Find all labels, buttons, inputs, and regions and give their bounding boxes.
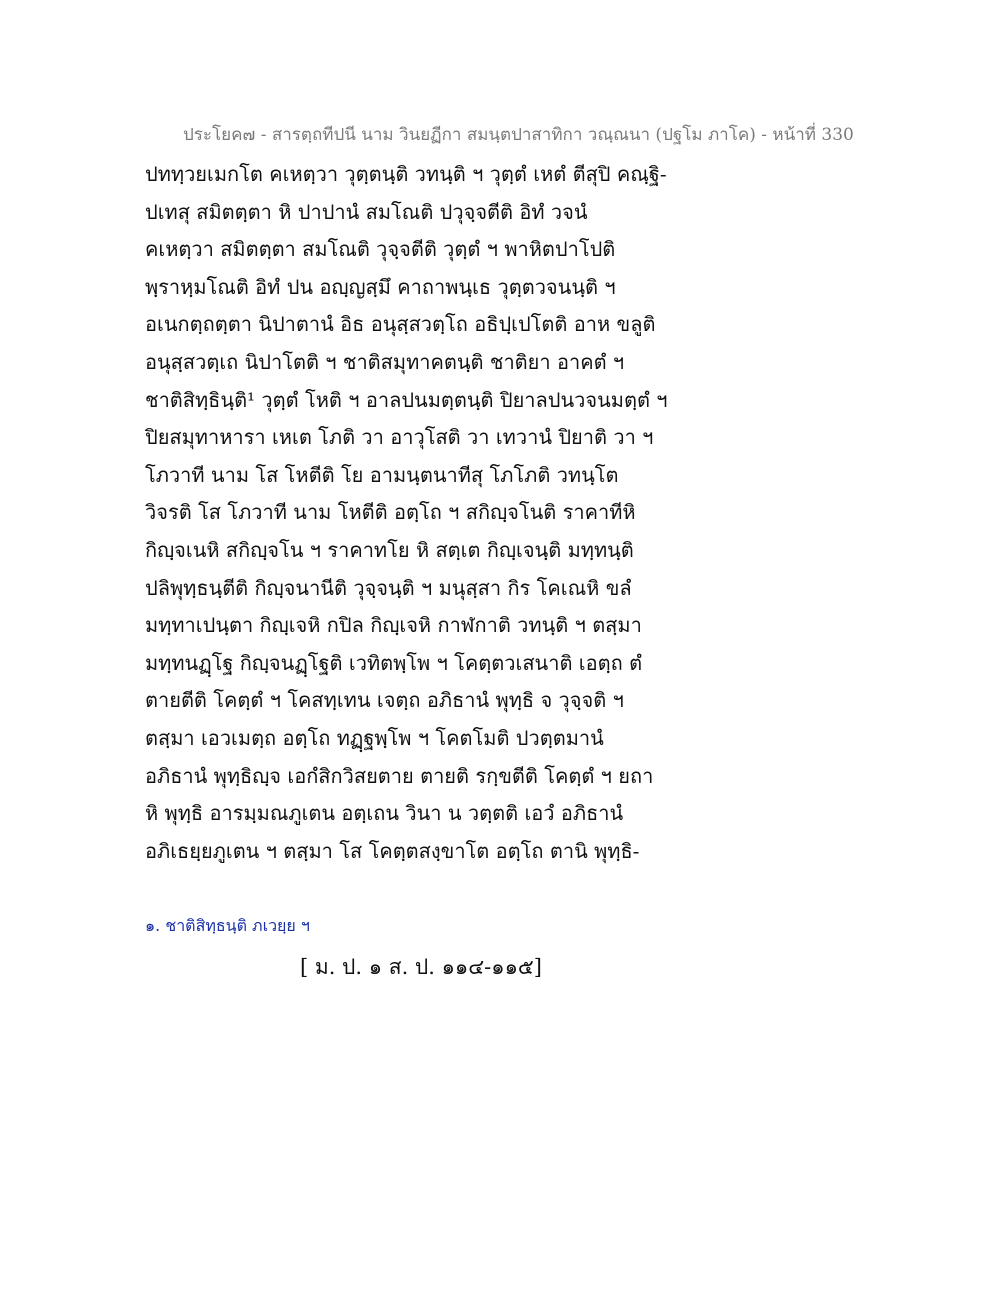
body-line: หิ พุทฺธิ อารมฺมณภูเตน อตฺเถน วินา น วตฺตติ เอวํ อภิธานํ bbox=[145, 801, 624, 826]
body-line: คเหตฺวา สมิตตฺตา สมโณติ วุจฺจตีติ วุตฺตํ ฯ พาหิตปาโปติ bbox=[145, 237, 616, 262]
body-line: ปลิพุทฺธนฺตีติ กิญฺจนานีติ วุจฺจนฺติ ฯ มนุสฺสา กิร โคเณหิ ขลํ bbox=[145, 575, 632, 600]
body-text bbox=[145, 156, 685, 870]
body-line: โภวาที นาม โส โหตีติ โย อามนฺตนาทีสุ โภโภติ วทนฺโต bbox=[145, 462, 619, 487]
body-line: กิญฺจเนหิ สกิญฺจโน ฯ ราคาทโย หิ สตฺเต กิญฺเจนฺติ มทฺทนฺติ bbox=[145, 537, 634, 562]
body-line: อภิธานํ พุทฺธิญฺจ เอกํสิกวิสยตาย ตายติ รกฺขตีติ โคตฺตํ ฯ ยถา bbox=[145, 763, 654, 788]
body-line: พฺราหฺมโณติ อิทํ ปน อญฺญสฺมึ คาถาพนฺเธ วุตฺตวจนนฺติ ฯ bbox=[145, 274, 616, 299]
body-line: มทฺทาเปนฺตา กิญฺเจหิ กปิล กิญฺเจหิ กาฬกาติ วทนฺติ ฯ ตสฺมา bbox=[145, 613, 642, 638]
reference-citation: [ ม. ป. ๑ ส. ป. ๑๑๔-๑๑๕] bbox=[300, 955, 542, 979]
body-line: ตายตีติ โคตฺตํ ฯ โคสทฺเทน เจตฺถ อภิธานํ พุทฺธิ จ วุจฺจติ ฯ bbox=[145, 688, 624, 713]
body-line: ตสฺมา เอวเมตฺถ อตฺโถ ทฏฺฐพฺโพ ฯ โคตโมติ ปวตฺตมานํ bbox=[145, 725, 604, 750]
body-line: อนุสฺสวตฺเถ นิปาโตติ ฯ ชาติสมุทาคตนฺติ ชาติยา อาคตํ ฯ bbox=[145, 349, 625, 374]
body-line: ปททฺวยเมกโต คเหตฺวา วุตฺตนฺติ วทนฺติ ฯ วุตฺตํ เหตํ ตีสุปิ คณฺฐิ- bbox=[145, 162, 667, 186]
body-line: ปิยสมุทาหารา เหเต โภติ วา อาวุโสติ วา เทวานํ ปิยาติ วา ฯ bbox=[145, 425, 654, 450]
body-line: อภิเธยฺยภูเตน ฯ ตสฺมา โส โคตฺตสงฺขาโต อตฺโถ ตานิ พุทฺธิ- bbox=[145, 838, 640, 863]
running-header: ประโยค๗ - สารตฺถทีปนี นาม วินยฏีกา สมนฺตปาสาทิกา วณฺณนา (ปฐโม ภาโค) - หน้าที่ 330 bbox=[183, 125, 854, 145]
body-line: วิจรติ โส โภวาที นาม โหตีติ อตฺโถ ฯ สกิญฺจโนติ ราคาทีหิ bbox=[145, 500, 636, 525]
body-line: ชาติสิทฺธินฺติ¹ วุตฺตํ โหติ ฯ อาลปนมตฺตนฺติ ปิยาลปนวจนมตฺตํ ฯ bbox=[145, 387, 668, 412]
body-line: มทฺทนฏฺโฐ กิญฺจนฏฺโฐติ เวทิตพฺโพ ฯ โคตฺตวเสนาติ เอตฺถ ตํ bbox=[145, 650, 643, 675]
footnote: ๑. ชาติสิทฺธนฺติ ภเวยฺย ฯ bbox=[145, 916, 310, 935]
body-line: อเนกตฺถตฺตา นิปาตานํ อิธ อนุสฺสวตฺโถ อธิปฺเปโตติ อาห ขลูติ bbox=[145, 312, 656, 337]
body-line: ปเทสุ สมิตตฺตา หิ ปาปานํ สมโณติ ปวุจฺจตีติ อิทํ วจนํ bbox=[145, 199, 588, 224]
